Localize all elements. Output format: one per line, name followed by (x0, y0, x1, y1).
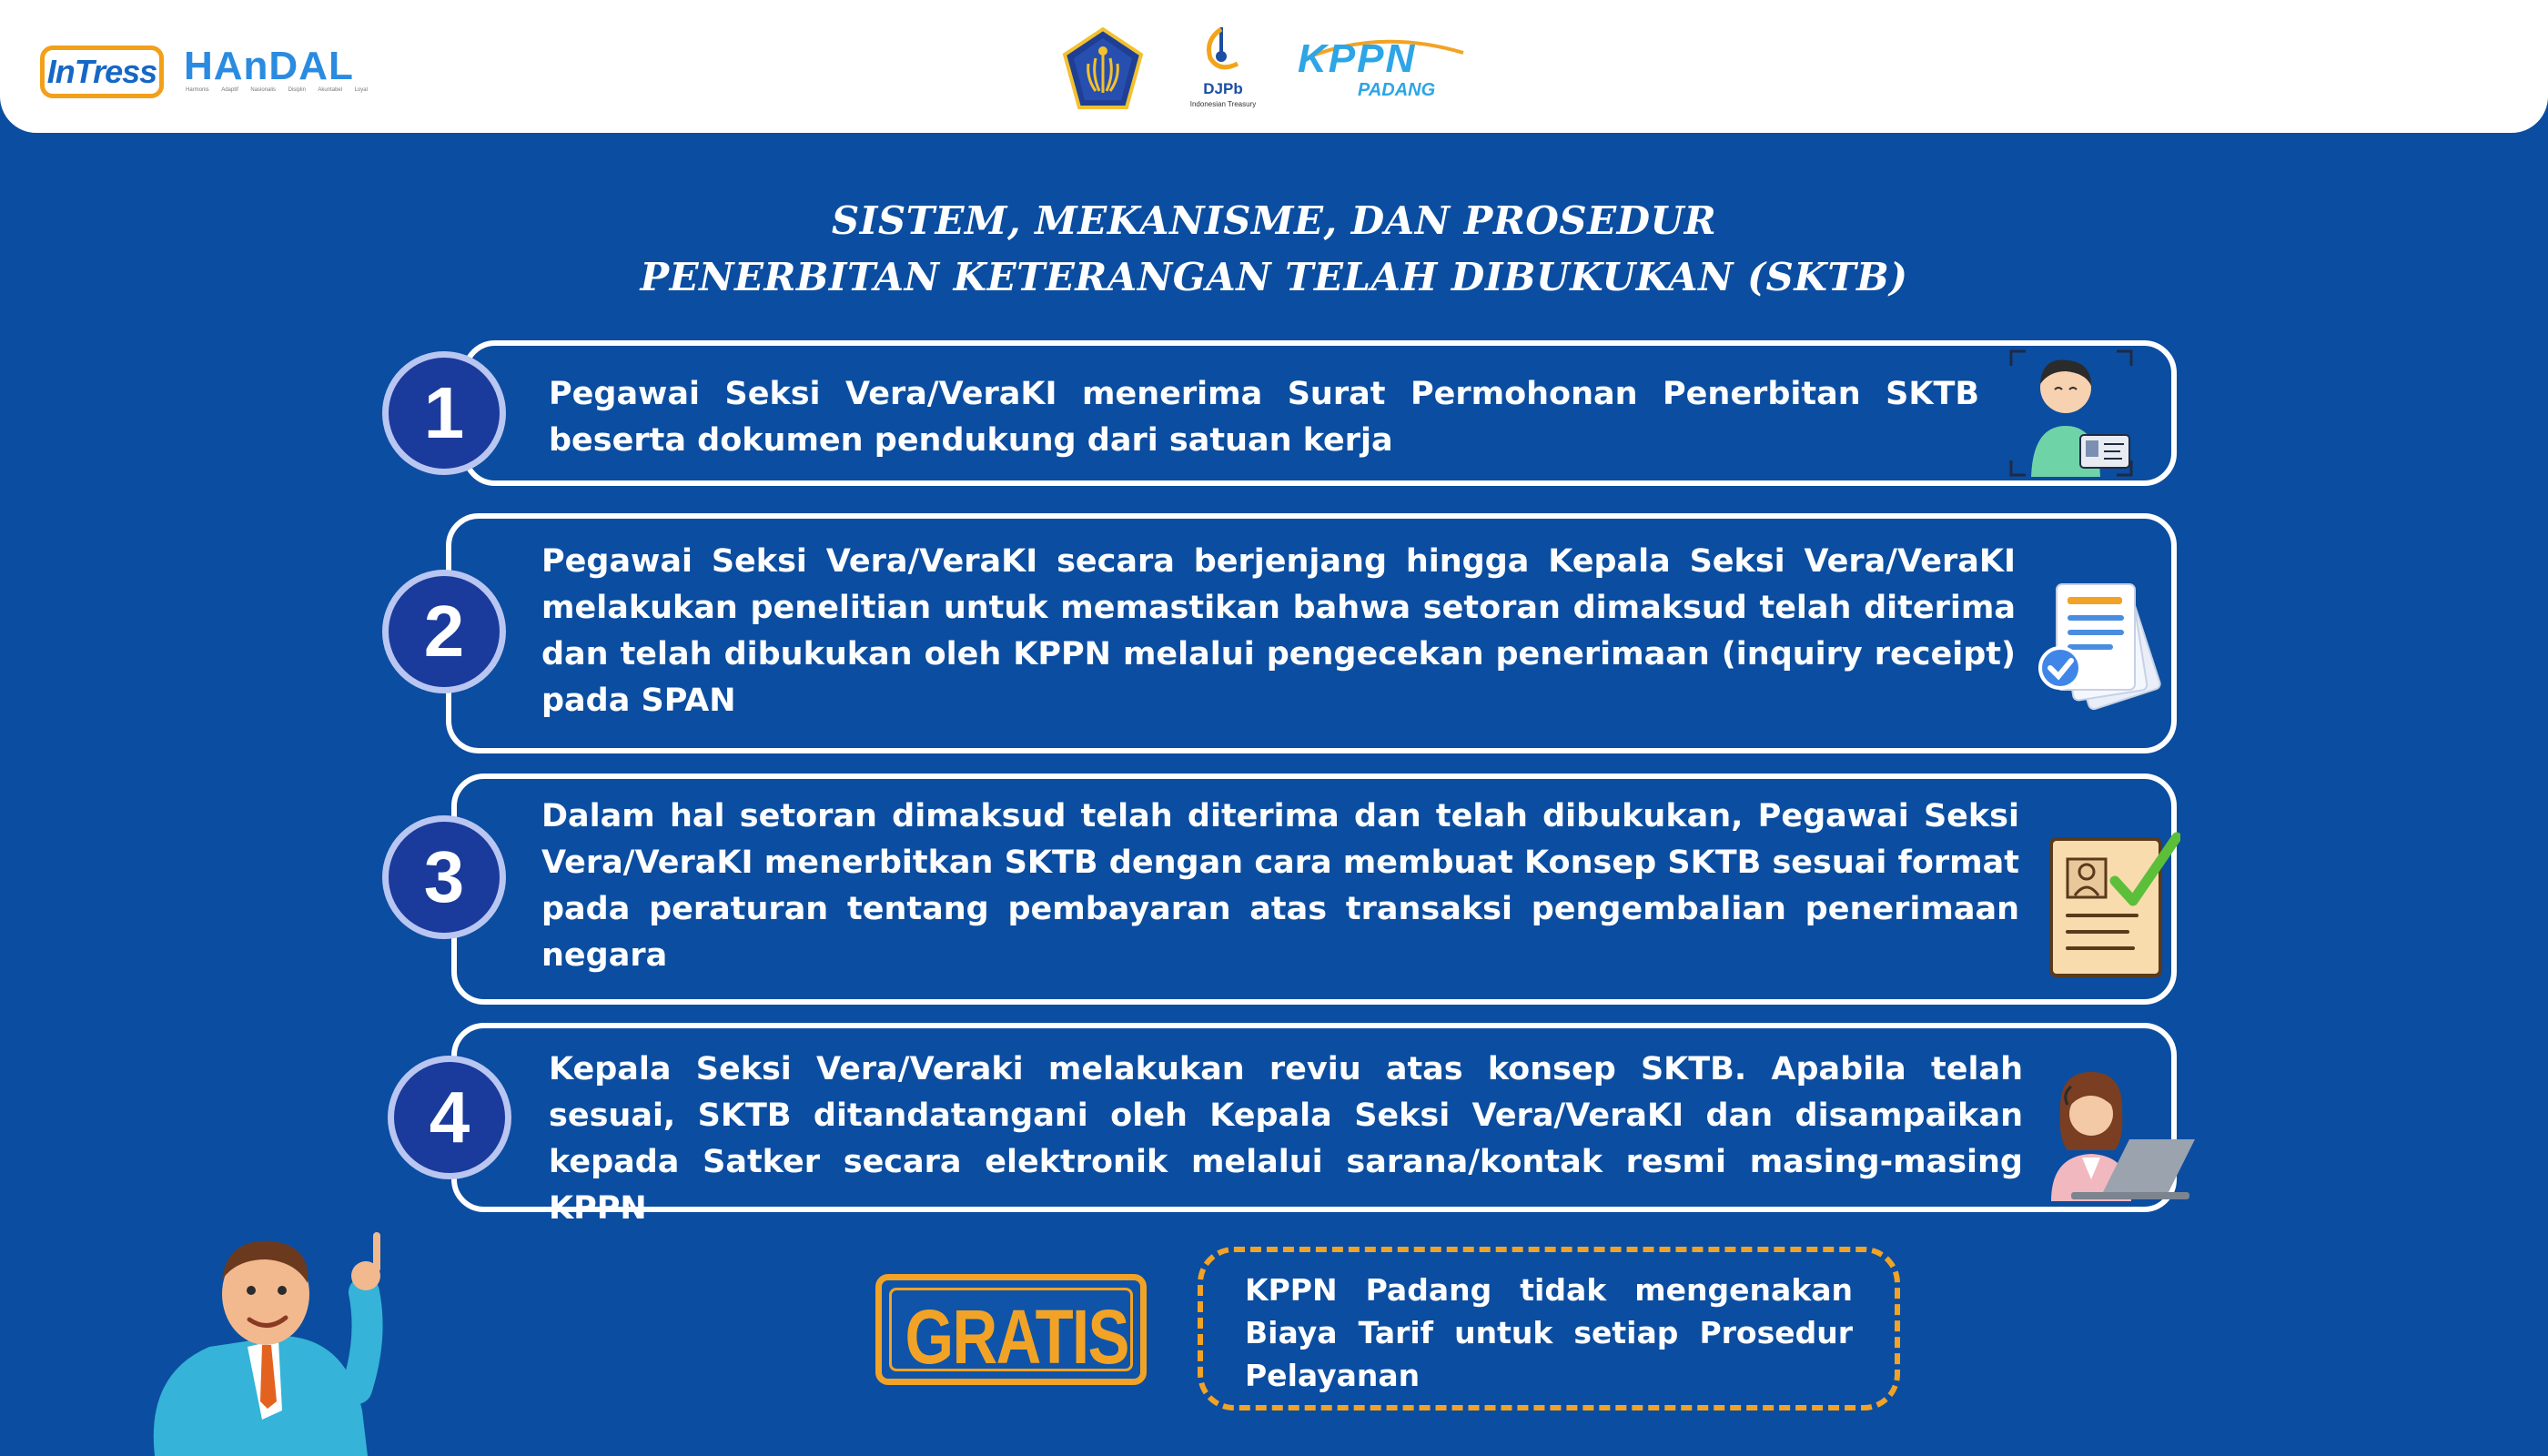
step-number-4: 4 (388, 1056, 511, 1179)
step-number-2: 2 (382, 570, 506, 693)
djpb-logo-text: DJPb (1203, 80, 1243, 97)
handal-word: Akuntabel (318, 87, 343, 93)
woman-laptop-icon (2035, 1067, 2199, 1201)
handal-word: Loyal (354, 87, 368, 93)
handal-word: Adaptif (221, 87, 238, 93)
step-number-3: 3 (382, 815, 506, 939)
kppn-city-text: PADANG (1358, 80, 1436, 100)
gratis-badge (875, 1274, 1147, 1385)
djpb-emblem-icon (1192, 24, 1250, 78)
step-text-4: Kepala Seksi Vera/Veraki melakukan reviu atas konsep SKTB. Apabila telah sesuai, SKTB ditandatangani oleh Kepala Seksi Vera/VeraKI dan disampaikan kepada Satker secara elektronik melalui sarana/kontak resmi masing-masing KPPN (549, 1051, 2023, 1227)
gratis-label: GRATIS (905, 1294, 1128, 1380)
step-text-1: Pegawai Seksi Vera/VeraKI menerima Surat Permohonan Penerbitan SKTB beserta dokumen pendukung dari satuan kerja (549, 376, 1979, 459)
free-service-note-text: KPPN Padang tidak mengenakan Biaya Tarif untuk setiap Prosedur Pelayanan (1245, 1272, 1853, 1393)
step-text-3: Dalam hal setoran dimaksud telah diterima dan telah dibukukan, Pegawai Seksi Vera/VeraKI menerbitkan SKTB dengan cara membuat Konsep SKTB sesuai format pada peraturan tentang pembayaran atas transaksi pengembalian penerimaan negara (541, 798, 2019, 974)
mascot-pointing-man-icon (146, 1228, 410, 1456)
handal-word: Nasionalis (250, 87, 277, 93)
employee-id-card-icon (2009, 349, 2133, 477)
approved-document-icon (2046, 830, 2180, 981)
intress-logo: InTress (40, 46, 164, 98)
handal-logo: HAnDAL (184, 44, 354, 88)
page-title-line1: SISTEM, MEKANISME, DAN PROSEDUR (831, 198, 1717, 243)
djpb-tagline: Indonesian Treasury (1189, 100, 1257, 108)
step-text-2: Pegawai Seksi Vera/VeraKI secara berjenjang hingga Kepala Seksi Vera/VeraKI melakukan penelitian untuk memastikan bahwa setoran dimaksud telah diterima dan telah dibukukan oleh KPPN melalui pengecekan penerimaan (inquiry receipt) pada SPAN (541, 543, 2016, 719)
handal-word: Harmonis (186, 87, 209, 93)
ministry-emblem-icon (1059, 25, 1147, 113)
step-number-1: 1 (382, 351, 506, 475)
handal-word: Disiplin (288, 87, 306, 93)
page-title-line2: PENERBITAN KETERANGAN TELAH DIBUKUKAN (SKTB) (640, 255, 1908, 299)
documents-check-icon (2035, 575, 2169, 724)
header-bar (0, 0, 2548, 133)
handal-tagline (186, 87, 368, 93)
kppn-logo-text: KPPN (1298, 36, 1417, 81)
